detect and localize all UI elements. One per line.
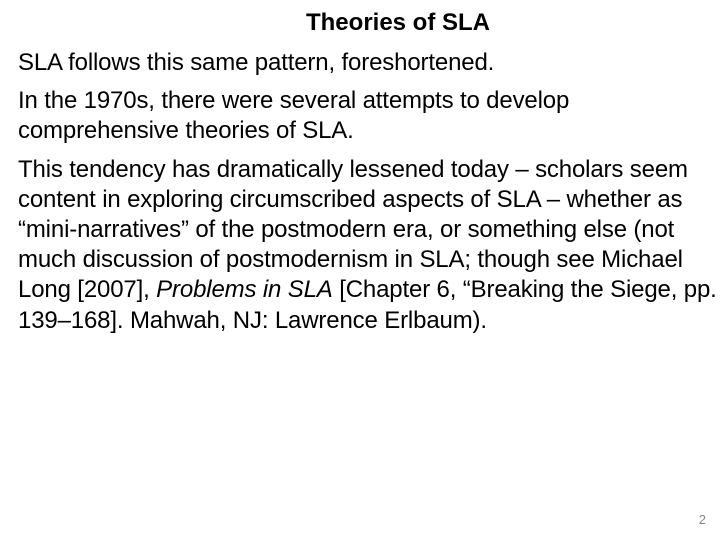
paragraph-1970s-attempts: In the 1970s, there were several attempts to develop comprehensive theories of SLA. xyxy=(18,87,570,145)
slide-body xyxy=(18,48,718,336)
paragraph-text-after-italic: [Chapter 6, “Breaking the Siege, pp. 139–168]. Mahwah, NJ: Lawrence Erlbaum). xyxy=(18,276,717,334)
paragraph-sla-pattern: SLA follows this same pattern, foreshortened. xyxy=(18,49,495,76)
paragraph-tendency-lessened xyxy=(18,155,718,336)
paragraph-text-before-italic: This tendency has dramatically lessened today – scholars seem content in exploring circumscribed aspects of SLA – whether as “mini-narratives” of the postmodern era, or something else (not much discussion of postmodernism in SLA; though see Michael Long [2007], xyxy=(18,155,688,304)
page-number: 2 xyxy=(698,512,706,527)
book-title-italic: Problems in SLA xyxy=(156,276,333,304)
slide-title: Theories of SLA xyxy=(305,9,491,36)
